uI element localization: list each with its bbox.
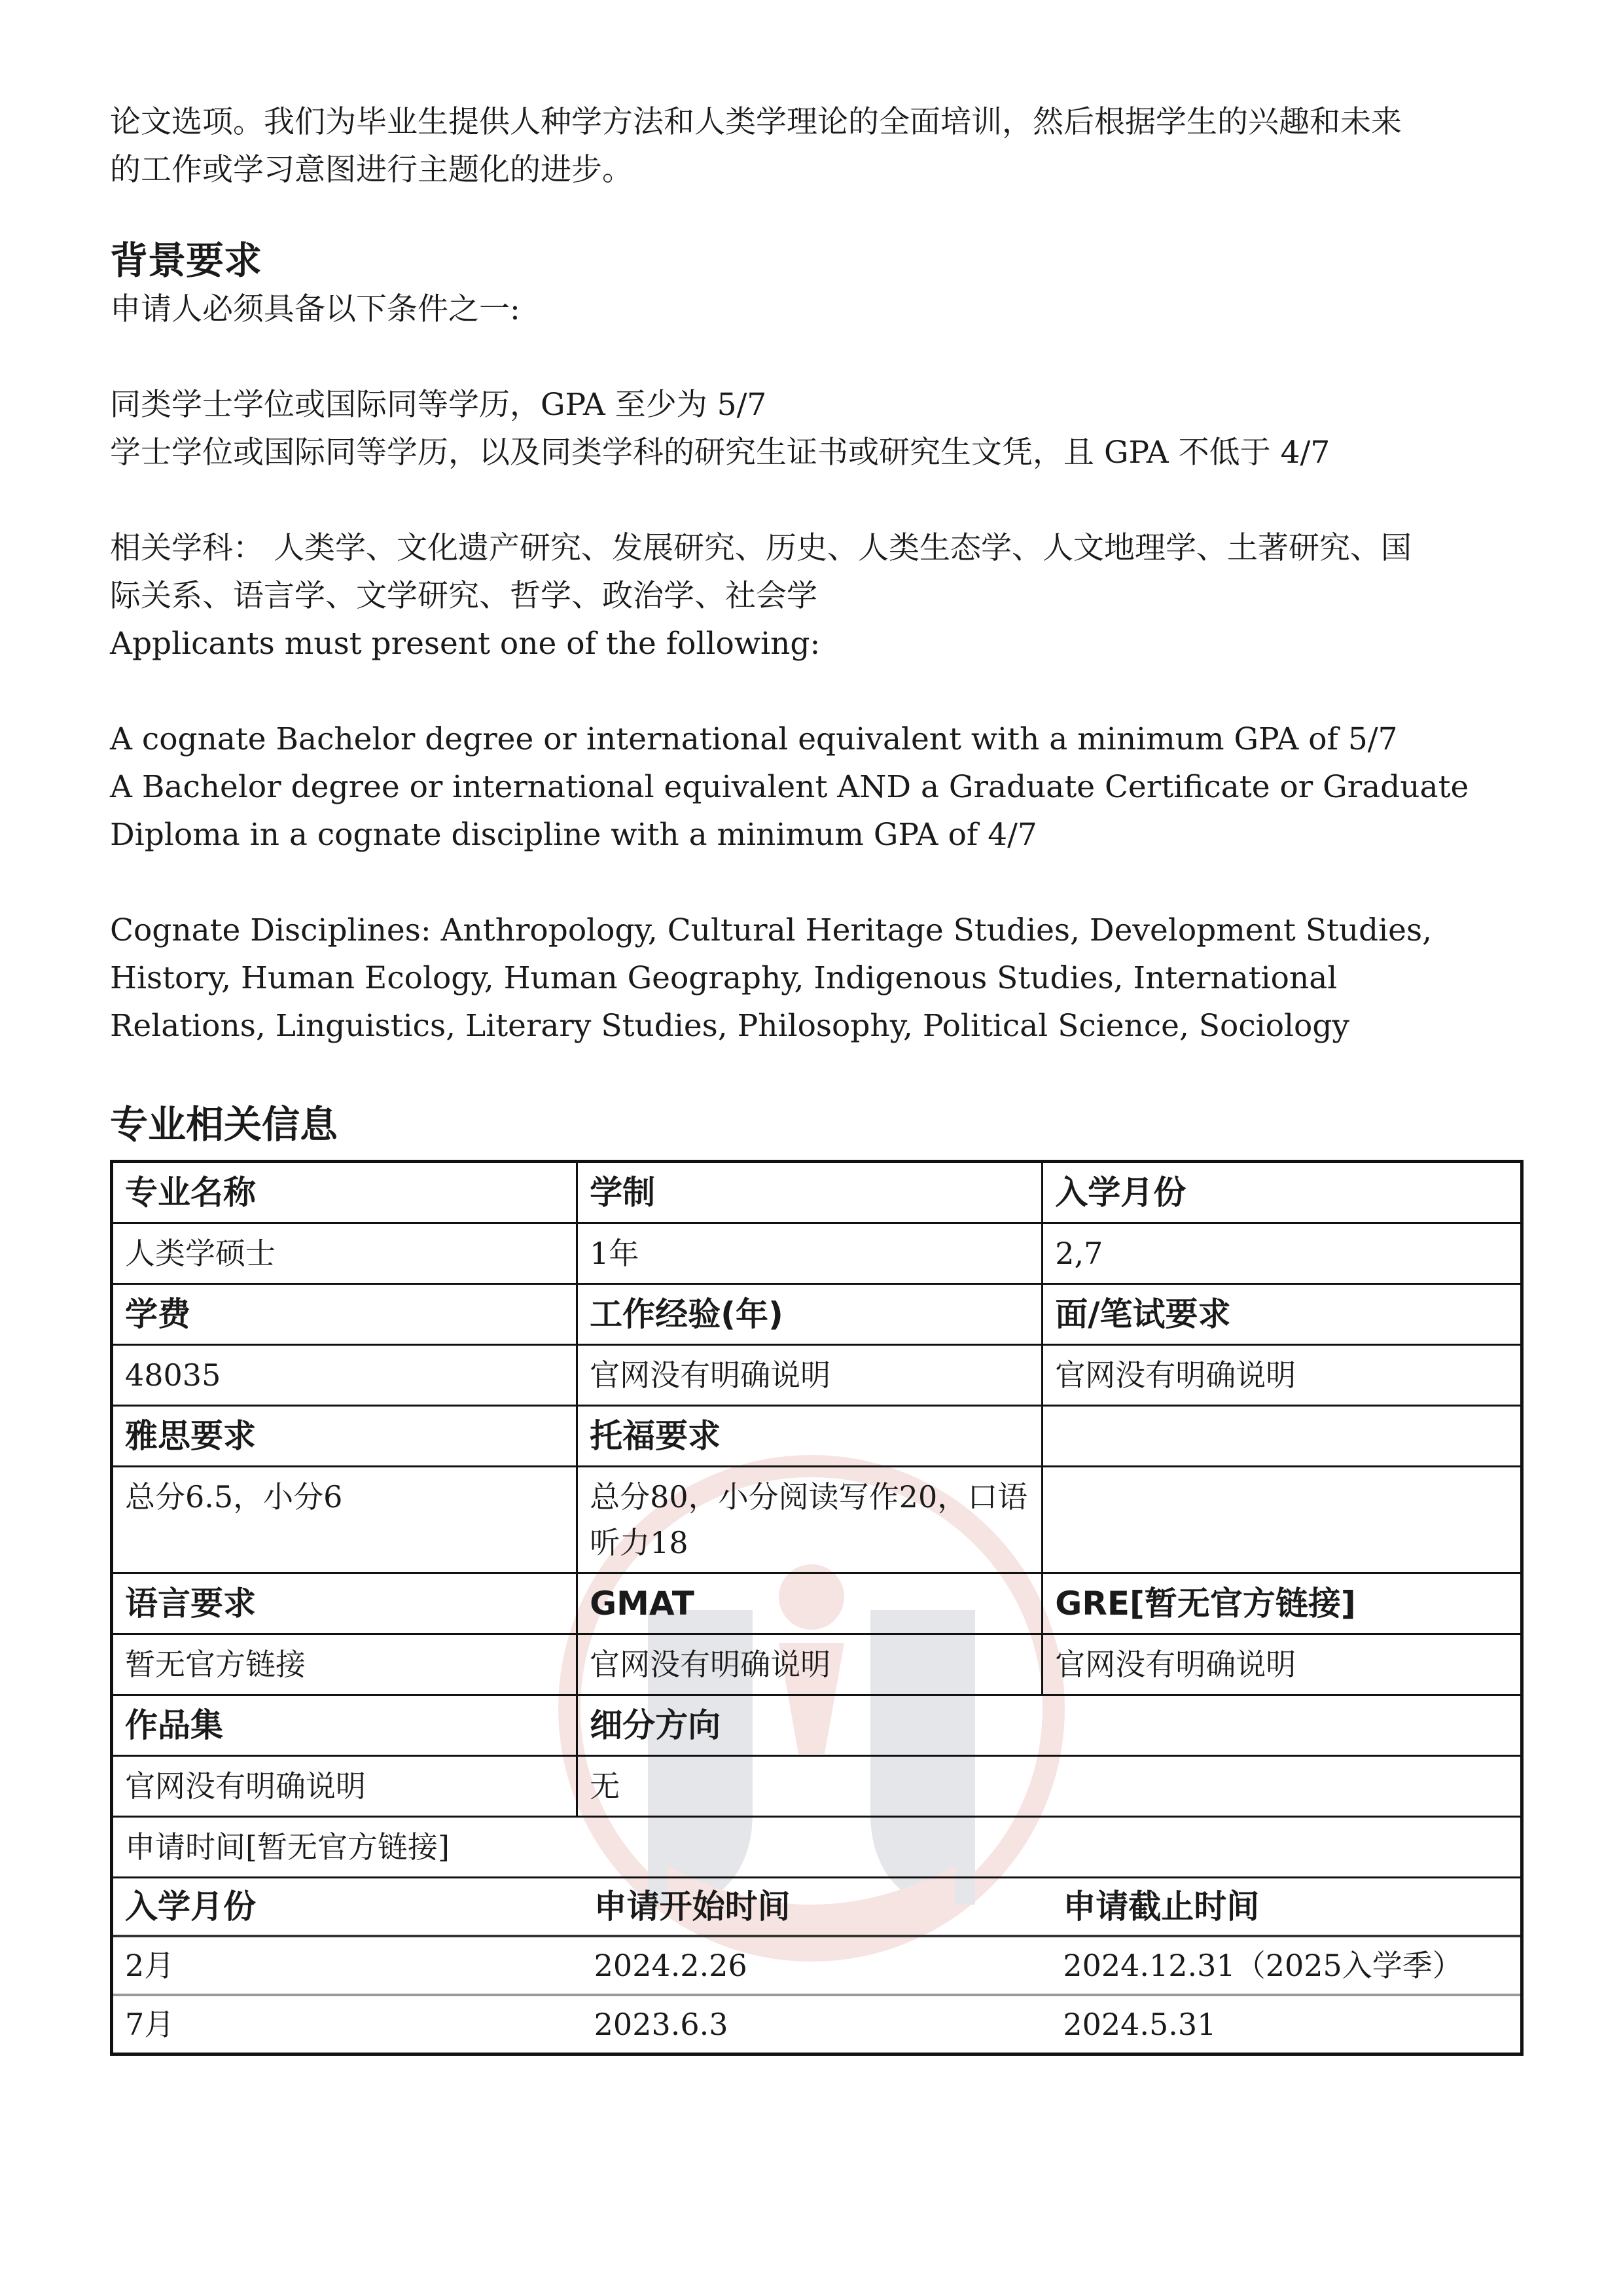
table-row — [112, 1467, 1522, 1573]
value-interview: 官网没有明确说明 — [1043, 1345, 1522, 1406]
label-interview: 面/笔试要求 — [1043, 1284, 1522, 1345]
application-schedule-table — [113, 1878, 1520, 2053]
value-program-name: 人类学硕士 — [112, 1223, 577, 1284]
value-gre: 官网没有明确说明 — [1043, 1634, 1522, 1695]
label-portfolio: 作品集 — [112, 1695, 577, 1756]
value-specialization: 无 — [577, 1756, 1522, 1817]
label-specialization: 细分方向 — [577, 1695, 1522, 1756]
spacer — [110, 668, 1524, 715]
zh-disciplines-line-1: 相关学科： 人类学、文化遗产研究、发展研究、历史、人类生态学、人文地理学、土著研究、国 — [110, 530, 1412, 566]
empty-cell — [1043, 1406, 1522, 1467]
schedule-cell — [112, 1878, 1522, 2054]
value-intake: 2,7 — [1043, 1223, 1522, 1284]
en-disciplines-line-3: Relations, Linguistics, Literary Studies, Philosophy, Political Science, Sociology — [110, 1008, 1349, 1044]
table-row — [112, 1695, 1522, 1756]
schedule-intake: 7月 — [125, 2007, 175, 2042]
table-row — [112, 1345, 1522, 1406]
label-gre: GRE[暂无官方链接] — [1043, 1573, 1522, 1634]
background-zh — [110, 285, 1524, 620]
zh-disciplines-line-2: 际关系、语言学、文学研究、哲学、政治学、社会学 — [110, 578, 817, 614]
spacer — [110, 476, 1524, 524]
en-disciplines-line-2: History, Human Ecology, Human Geography, Indigenous Studies, International — [110, 960, 1338, 996]
en-lead: Applicants must present one of the following: — [110, 626, 821, 662]
table-row — [112, 1284, 1522, 1345]
table-row — [112, 1162, 1522, 1223]
table-row — [112, 1634, 1522, 1695]
schedule-deadline: 2024.5.31 — [1063, 2007, 1217, 2042]
background-en — [110, 620, 1524, 1050]
document-page — [110, 98, 1524, 2056]
value-work-experience: 官网没有明确说明 — [577, 1345, 1043, 1406]
label-ielts: 雅思要求 — [112, 1406, 577, 1467]
value-gmat: 官网没有明确说明 — [577, 1634, 1043, 1695]
table-row — [112, 1223, 1522, 1284]
zh-lead: 申请人必须具备以下条件之一: — [110, 291, 520, 327]
value-ielts: 总分6.5，小分6 — [112, 1467, 577, 1573]
label-toefl: 托福要求 — [577, 1406, 1043, 1467]
table-row — [112, 1756, 1522, 1817]
label-tuition: 学费 — [112, 1284, 577, 1345]
label-program-name: 专业名称 — [112, 1162, 577, 1223]
table-row — [112, 1573, 1522, 1634]
value-toefl: 总分80，小分阅读写作20，口语听力18 — [577, 1467, 1043, 1573]
value-tuition: 48035 — [112, 1345, 577, 1406]
en-disciplines-line-1: Cognate Disciplines: Anthropology, Cultural Heritage Studies, Development Studies, — [110, 912, 1433, 948]
spacer — [110, 333, 1524, 381]
background-heading: 背景要求 — [110, 238, 262, 283]
schedule-header-start: 申请开始时间 — [582, 1878, 1052, 1936]
value-language: 暂无官方链接 — [112, 1634, 577, 1695]
schedule-row — [113, 1995, 1520, 2053]
label-work-experience: 工作经验(年) — [577, 1284, 1043, 1345]
schedule-start: 2023.6.3 — [594, 2007, 728, 2042]
label-duration: 学制 — [577, 1162, 1043, 1223]
empty-cell — [1043, 1467, 1522, 1573]
intro-line-2: 的工作或学习意图进行主题化的进步。 — [110, 152, 633, 188]
intro-line-1: 论文选项。我们为毕业生提供人种学方法和人类学理论的全面培训，然后根据学生的兴趣和未来 — [110, 104, 1402, 140]
program-info-table — [110, 1160, 1524, 2056]
schedule-header-row — [113, 1878, 1520, 1936]
value-portfolio: 官网没有明确说明 — [112, 1756, 577, 1817]
schedule-header-intake: 入学月份 — [113, 1878, 582, 1936]
schedule-header-deadline: 申请截止时间 — [1051, 1878, 1520, 1936]
schedule-intake: 2月 — [113, 1936, 582, 1995]
en-requirement-2-line-1: A Bachelor degree or international equivalent AND a Graduate Certificate or Graduate — [110, 769, 1469, 805]
table-row — [112, 1817, 1522, 1878]
en-requirement-1: A cognate Bachelor degree or international equivalent with a minimum GPA of 5/7 — [110, 721, 1398, 757]
label-language: 语言要求 — [112, 1573, 577, 1634]
spacer — [110, 859, 1524, 906]
label-application-time: 申请时间[暂无官方链接] — [112, 1817, 1522, 1878]
label-gmat: GMAT — [577, 1573, 1043, 1634]
intro-paragraph — [110, 98, 1524, 194]
schedule-deadline: 2024.12.31（2025入学季） — [1051, 1936, 1520, 1995]
schedule-row — [113, 1936, 1520, 1995]
value-duration: 1年 — [577, 1223, 1043, 1284]
schedule-start: 2024.2.26 — [582, 1936, 1052, 1995]
table-row — [112, 1878, 1522, 2054]
table-row — [112, 1406, 1522, 1467]
zh-requirement-1: 同类学士学位或国际同等学历，GPA 至少为 5/7 — [110, 387, 767, 423]
zh-requirement-2: 学士学位或国际同等学历，以及同类学科的研究生证书或研究生文凭，且 GPA 不低于 4/7 — [110, 435, 1330, 471]
en-requirement-2-line-2: Diploma in a cognate discipline with a minimum GPA of 4/7 — [110, 817, 1037, 853]
program-info-heading: 专业相关信息 — [110, 1102, 338, 1147]
label-intake: 入学月份 — [1043, 1162, 1522, 1223]
